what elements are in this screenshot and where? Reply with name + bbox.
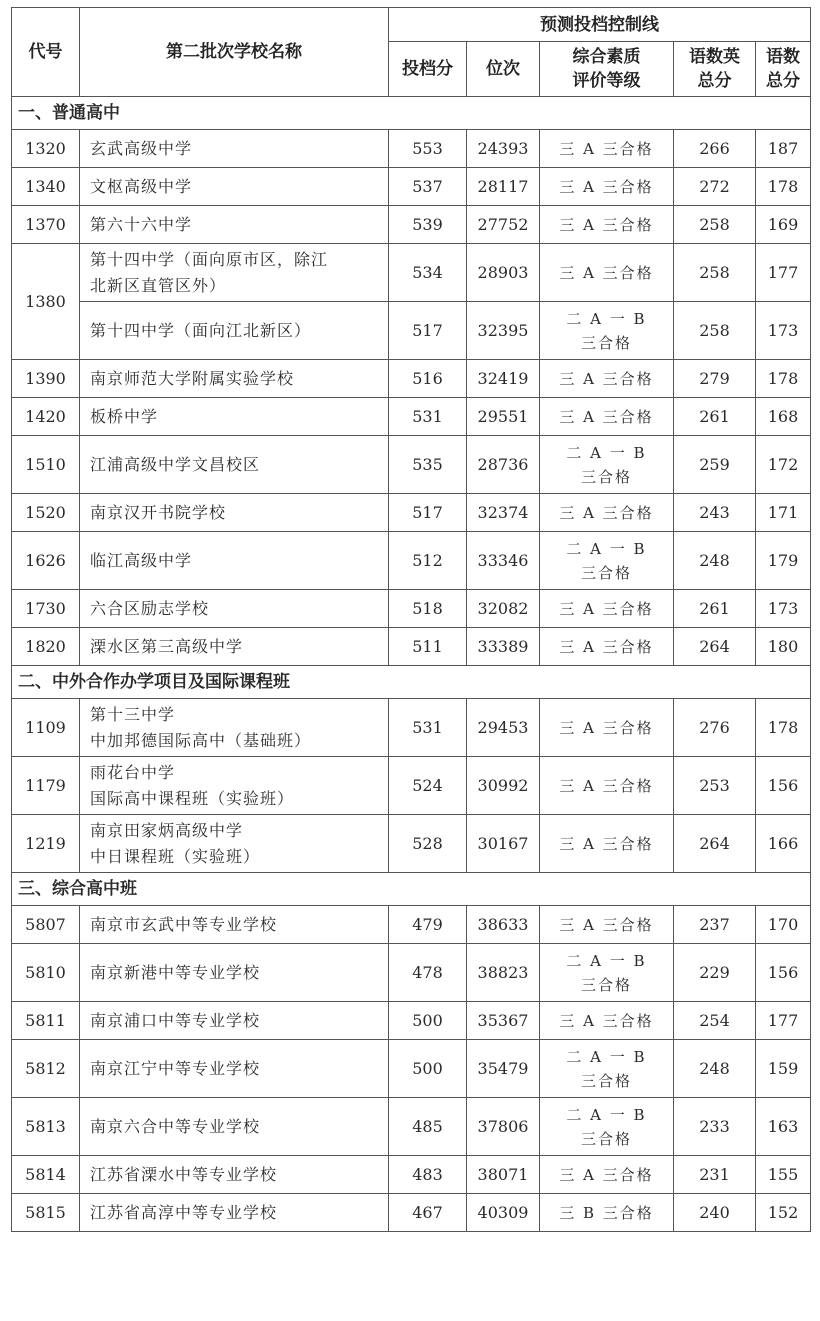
admission-score-table: [11, 7, 811, 1232]
cell-cm-total: 172: [756, 436, 811, 494]
table-row: [12, 1098, 811, 1156]
cell-cm-total: 168: [756, 398, 811, 436]
cell-score: 518: [389, 590, 467, 628]
table-row: [12, 206, 811, 244]
cell-cme-total: 237: [674, 906, 756, 944]
cell-grade: [540, 906, 674, 944]
cell-rank: 30992: [467, 757, 540, 815]
cell-grade: [540, 206, 674, 244]
table-header: [12, 8, 811, 97]
school-name-line: 江苏省高淳中等专业学校: [90, 1202, 278, 1222]
cell-cme-total: 240: [674, 1194, 756, 1232]
school-name-line: 南京浦口中等专业学校: [90, 1010, 261, 1030]
header-cme-line: 语数英: [689, 47, 740, 67]
cell-school-name: [80, 494, 389, 532]
cell-cm-total: 159: [756, 1040, 811, 1098]
table-wrapper: [11, 7, 811, 1232]
cell-cm-total: 178: [756, 168, 811, 206]
school-name-line: 第十四中学（面向原市区，除江: [90, 249, 329, 269]
cell-cm-total: 178: [756, 699, 811, 757]
table-row: [12, 1002, 811, 1040]
cell-school-name: [80, 436, 389, 494]
cell-school-name: [80, 815, 389, 873]
grade-line: 三合格: [580, 563, 632, 582]
cell-cme-total: 258: [674, 302, 756, 360]
grade-line: 三 A 三合格: [559, 718, 654, 737]
grade-line: 三 A 三合格: [559, 139, 654, 158]
cell-cme-total: 264: [674, 628, 756, 666]
cell-school-name: [80, 398, 389, 436]
cell-cme-total: 233: [674, 1098, 756, 1156]
table-row: [12, 130, 811, 168]
cell-code: 5811: [12, 1002, 80, 1040]
table-body: [12, 97, 811, 1232]
school-name-line: 文枢高级中学: [90, 176, 193, 196]
grade-line: 三合格: [580, 975, 632, 994]
cell-score: 511: [389, 628, 467, 666]
grade-line: 三 A 三合格: [559, 599, 654, 618]
grade-line: 三 A 三合格: [559, 215, 654, 234]
school-name-line: 中日课程班（实验班）: [90, 846, 261, 866]
cell-code: 1820: [12, 628, 80, 666]
cell-cm-total: 169: [756, 206, 811, 244]
cell-school-name: [80, 757, 389, 815]
section-title: 三、综合高中班: [12, 873, 811, 906]
grade-line: 二 A 一 B: [566, 539, 647, 558]
school-name-line: 南京新港中等专业学校: [90, 962, 261, 982]
grade-line: 三 A 三合格: [559, 407, 654, 426]
school-name-line: 溧水区第三高级中学: [90, 636, 244, 656]
cell-code: 1340: [12, 168, 80, 206]
table-row: [12, 436, 811, 494]
school-name-line: 国际高中课程班（实验班）: [90, 788, 295, 808]
school-name-line: 雨花台中学: [90, 762, 176, 782]
cell-grade: [540, 532, 674, 590]
cell-school-name: [80, 1156, 389, 1194]
school-name-line: 中加邦德国际高中（基础班）: [90, 730, 312, 750]
grade-line: 三 A 三合格: [559, 503, 654, 522]
cell-grade: [540, 302, 674, 360]
cell-score: 535: [389, 436, 467, 494]
table-row: [12, 1194, 811, 1232]
table-row: [12, 1156, 811, 1194]
cell-cme-total: 266: [674, 130, 756, 168]
header-rank: 位次: [467, 42, 540, 97]
cell-cme-total: 243: [674, 494, 756, 532]
school-name-line: 江浦高级中学文昌校区: [90, 454, 261, 474]
cell-grade: [540, 590, 674, 628]
cell-grade: [540, 1098, 674, 1156]
cell-grade: [540, 130, 674, 168]
cell-cm-total: 173: [756, 302, 811, 360]
cell-cm-total: 170: [756, 906, 811, 944]
header-group-title: 预测投档控制线: [389, 8, 811, 42]
header-cm-line: 语数: [766, 47, 800, 67]
table-row: [12, 532, 811, 590]
grade-line: 三 A 三合格: [559, 915, 654, 934]
cell-grade: [540, 628, 674, 666]
grade-line: 三 A 三合格: [559, 369, 654, 388]
cell-rank: 38823: [467, 944, 540, 1002]
cell-school-name: [80, 206, 389, 244]
grade-line: 三 B 三合格: [559, 1203, 654, 1222]
header-grade: [540, 42, 674, 97]
school-name-line: 第十四中学（面向江北新区）: [90, 320, 312, 340]
cell-cm-total: 171: [756, 494, 811, 532]
cell-rank: 40309: [467, 1194, 540, 1232]
cell-grade: [540, 1156, 674, 1194]
cell-school-name: [80, 1040, 389, 1098]
cell-cm-total: 156: [756, 757, 811, 815]
cell-rank: 28903: [467, 244, 540, 302]
cell-grade: [540, 1040, 674, 1098]
table-row: [12, 757, 811, 815]
cell-cme-total: 272: [674, 168, 756, 206]
cell-grade: [540, 436, 674, 494]
section-row: [12, 97, 811, 130]
school-name-line: 南京六合中等专业学校: [90, 1116, 261, 1136]
cell-rank: 30167: [467, 815, 540, 873]
cell-cme-total: 229: [674, 944, 756, 1002]
school-name-line: 北新区直管区外）: [90, 275, 227, 295]
cell-school-name: [80, 532, 389, 590]
cell-score: 500: [389, 1040, 467, 1098]
table-row: [12, 699, 811, 757]
header-cme-line: 总分: [697, 71, 732, 91]
cell-school-name: [80, 1002, 389, 1040]
cell-cm-total: 155: [756, 1156, 811, 1194]
cell-cm-total: 163: [756, 1098, 811, 1156]
cell-cm-total: 166: [756, 815, 811, 873]
cell-rank: 37806: [467, 1098, 540, 1156]
cell-rank: 28736: [467, 436, 540, 494]
cell-cme-total: 253: [674, 757, 756, 815]
cell-rank: 28117: [467, 168, 540, 206]
grade-line: 二 A 一 B: [566, 443, 647, 462]
cell-cme-total: 261: [674, 398, 756, 436]
cell-code: 5810: [12, 944, 80, 1002]
cell-code: 1520: [12, 494, 80, 532]
cell-rank: 33346: [467, 532, 540, 590]
cell-score: 524: [389, 757, 467, 815]
cell-school-name: [80, 1194, 389, 1232]
cell-rank: 32395: [467, 302, 540, 360]
section-row: [12, 666, 811, 699]
cell-score: 478: [389, 944, 467, 1002]
cell-school-name: [80, 360, 389, 398]
cell-school-name: [80, 244, 389, 302]
cell-grade: [540, 1194, 674, 1232]
school-name-line: 第六十六中学: [90, 214, 193, 234]
grade-line: 二 A 一 B: [566, 1105, 647, 1124]
cell-score: 534: [389, 244, 467, 302]
header-cme-total: [674, 42, 756, 97]
cell-grade: [540, 168, 674, 206]
cell-school-name: [80, 302, 389, 360]
cell-score: 479: [389, 906, 467, 944]
cell-rank: 33389: [467, 628, 540, 666]
section-title: 一、普通高中: [12, 97, 811, 130]
header-grade-line: 综合素质: [572, 47, 641, 67]
cell-rank: 35367: [467, 1002, 540, 1040]
cell-school-name: [80, 168, 389, 206]
cell-rank: 38633: [467, 906, 540, 944]
cell-cm-total: 177: [756, 1002, 811, 1040]
grade-line: 三合格: [580, 1129, 632, 1148]
cell-score: 516: [389, 360, 467, 398]
school-name-line: 南京江宁中等专业学校: [90, 1058, 261, 1078]
cell-school-name: [80, 1098, 389, 1156]
cell-rank: 32419: [467, 360, 540, 398]
cell-code: 1380: [12, 244, 80, 360]
cell-cme-total: 258: [674, 244, 756, 302]
cell-score: 531: [389, 398, 467, 436]
cell-cme-total: 248: [674, 532, 756, 590]
cell-code: 1370: [12, 206, 80, 244]
table-row: [12, 944, 811, 1002]
cell-score: 467: [389, 1194, 467, 1232]
cell-code: 5807: [12, 906, 80, 944]
school-name-line: 板桥中学: [90, 406, 159, 426]
grade-line: 三合格: [580, 333, 632, 352]
grade-line: 三 A 三合格: [559, 637, 654, 656]
header-school-name: 第二批次学校名称: [80, 8, 389, 97]
cell-score: 539: [389, 206, 467, 244]
section-row: [12, 873, 811, 906]
grade-line: 二 A 一 B: [566, 951, 647, 970]
grade-line: 三 A 三合格: [559, 263, 654, 282]
cell-code: 5814: [12, 1156, 80, 1194]
cell-code: 1179: [12, 757, 80, 815]
cell-cme-total: 261: [674, 590, 756, 628]
cell-cme-total: 264: [674, 815, 756, 873]
cell-score: 517: [389, 302, 467, 360]
cell-cme-total: 276: [674, 699, 756, 757]
school-name-line: 临江高级中学: [90, 550, 193, 570]
school-name-line: 南京师范大学附属实验学校: [90, 368, 295, 388]
cell-cme-total: 231: [674, 1156, 756, 1194]
cell-code: 1219: [12, 815, 80, 873]
cell-cm-total: 173: [756, 590, 811, 628]
cell-code: 5815: [12, 1194, 80, 1232]
school-name-line: 南京田家炳高级中学: [90, 820, 244, 840]
cell-rank: 24393: [467, 130, 540, 168]
cell-grade: [540, 944, 674, 1002]
cell-grade: [540, 398, 674, 436]
cell-grade: [540, 244, 674, 302]
school-name-line: 六合区励志学校: [90, 598, 210, 618]
grade-line: 三 A 三合格: [559, 177, 654, 196]
grade-line: 三 A 三合格: [559, 776, 654, 795]
cell-rank: 35479: [467, 1040, 540, 1098]
cell-score: 531: [389, 699, 467, 757]
cell-score: 500: [389, 1002, 467, 1040]
cell-code: 1510: [12, 436, 80, 494]
school-name-line: 第十三中学: [90, 704, 176, 724]
cell-cm-total: 187: [756, 130, 811, 168]
cell-cm-total: 177: [756, 244, 811, 302]
cell-cme-total: 279: [674, 360, 756, 398]
cell-rank: 32374: [467, 494, 540, 532]
cell-score: 553: [389, 130, 467, 168]
table-row: [12, 398, 811, 436]
cell-code: 1420: [12, 398, 80, 436]
cell-cm-total: 178: [756, 360, 811, 398]
cell-score: 512: [389, 532, 467, 590]
header-code: 代号: [12, 8, 80, 97]
table-row: [12, 244, 811, 302]
cell-score: 517: [389, 494, 467, 532]
cell-rank: 27752: [467, 206, 540, 244]
cell-grade: [540, 494, 674, 532]
header-score: 投档分: [389, 42, 467, 97]
school-name-line: 江苏省溧水中等专业学校: [90, 1164, 278, 1184]
cell-code: 1730: [12, 590, 80, 628]
cell-cme-total: 258: [674, 206, 756, 244]
cell-code: 1626: [12, 532, 80, 590]
cell-cm-total: 180: [756, 628, 811, 666]
cell-school-name: [80, 699, 389, 757]
table-row: [12, 168, 811, 206]
table-row: [12, 360, 811, 398]
table-row: [12, 1040, 811, 1098]
grade-line: 二 A 一 B: [566, 309, 647, 328]
cell-score: 537: [389, 168, 467, 206]
cell-code: 1320: [12, 130, 80, 168]
grade-line: 三 A 三合格: [559, 834, 654, 853]
cell-grade: [540, 1002, 674, 1040]
cell-rank: 29551: [467, 398, 540, 436]
section-title: 二、中外合作办学项目及国际课程班: [12, 666, 811, 699]
cell-rank: 38071: [467, 1156, 540, 1194]
cell-cm-total: 152: [756, 1194, 811, 1232]
cell-grade: [540, 815, 674, 873]
cell-cme-total: 259: [674, 436, 756, 494]
cell-grade: [540, 360, 674, 398]
cell-score: 483: [389, 1156, 467, 1194]
grade-line: 三合格: [580, 467, 632, 486]
table-row: [12, 628, 811, 666]
table-row: [12, 906, 811, 944]
cell-code: 5812: [12, 1040, 80, 1098]
school-name-line: 南京市玄武中等专业学校: [90, 914, 278, 934]
grade-line: 三 A 三合格: [559, 1011, 654, 1030]
cell-score: 485: [389, 1098, 467, 1156]
table-row: [12, 494, 811, 532]
cell-cme-total: 254: [674, 1002, 756, 1040]
cell-code: 5813: [12, 1098, 80, 1156]
cell-school-name: [80, 628, 389, 666]
cell-code: 1109: [12, 699, 80, 757]
cell-school-name: [80, 130, 389, 168]
cell-grade: [540, 757, 674, 815]
cell-cme-total: 248: [674, 1040, 756, 1098]
table-row: [12, 590, 811, 628]
table-row: [12, 302, 811, 360]
cell-rank: 29453: [467, 699, 540, 757]
cell-school-name: [80, 944, 389, 1002]
cell-code: 1390: [12, 360, 80, 398]
cell-score: 528: [389, 815, 467, 873]
grade-line: 三合格: [580, 1071, 632, 1090]
grade-line: 三 A 三合格: [559, 1165, 654, 1184]
header-grade-line: 评价等级: [572, 71, 641, 91]
school-name-line: 南京汉开书院学校: [90, 502, 227, 522]
cell-cm-total: 179: [756, 532, 811, 590]
table-row: [12, 815, 811, 873]
grade-line: 二 A 一 B: [566, 1047, 647, 1066]
header-cm-line: 总分: [766, 71, 800, 91]
school-name-line: 玄武高级中学: [90, 138, 193, 158]
cell-grade: [540, 699, 674, 757]
cell-school-name: [80, 906, 389, 944]
cell-rank: 32082: [467, 590, 540, 628]
header-cm-total: [756, 42, 811, 97]
cell-cm-total: 156: [756, 944, 811, 1002]
cell-school-name: [80, 590, 389, 628]
